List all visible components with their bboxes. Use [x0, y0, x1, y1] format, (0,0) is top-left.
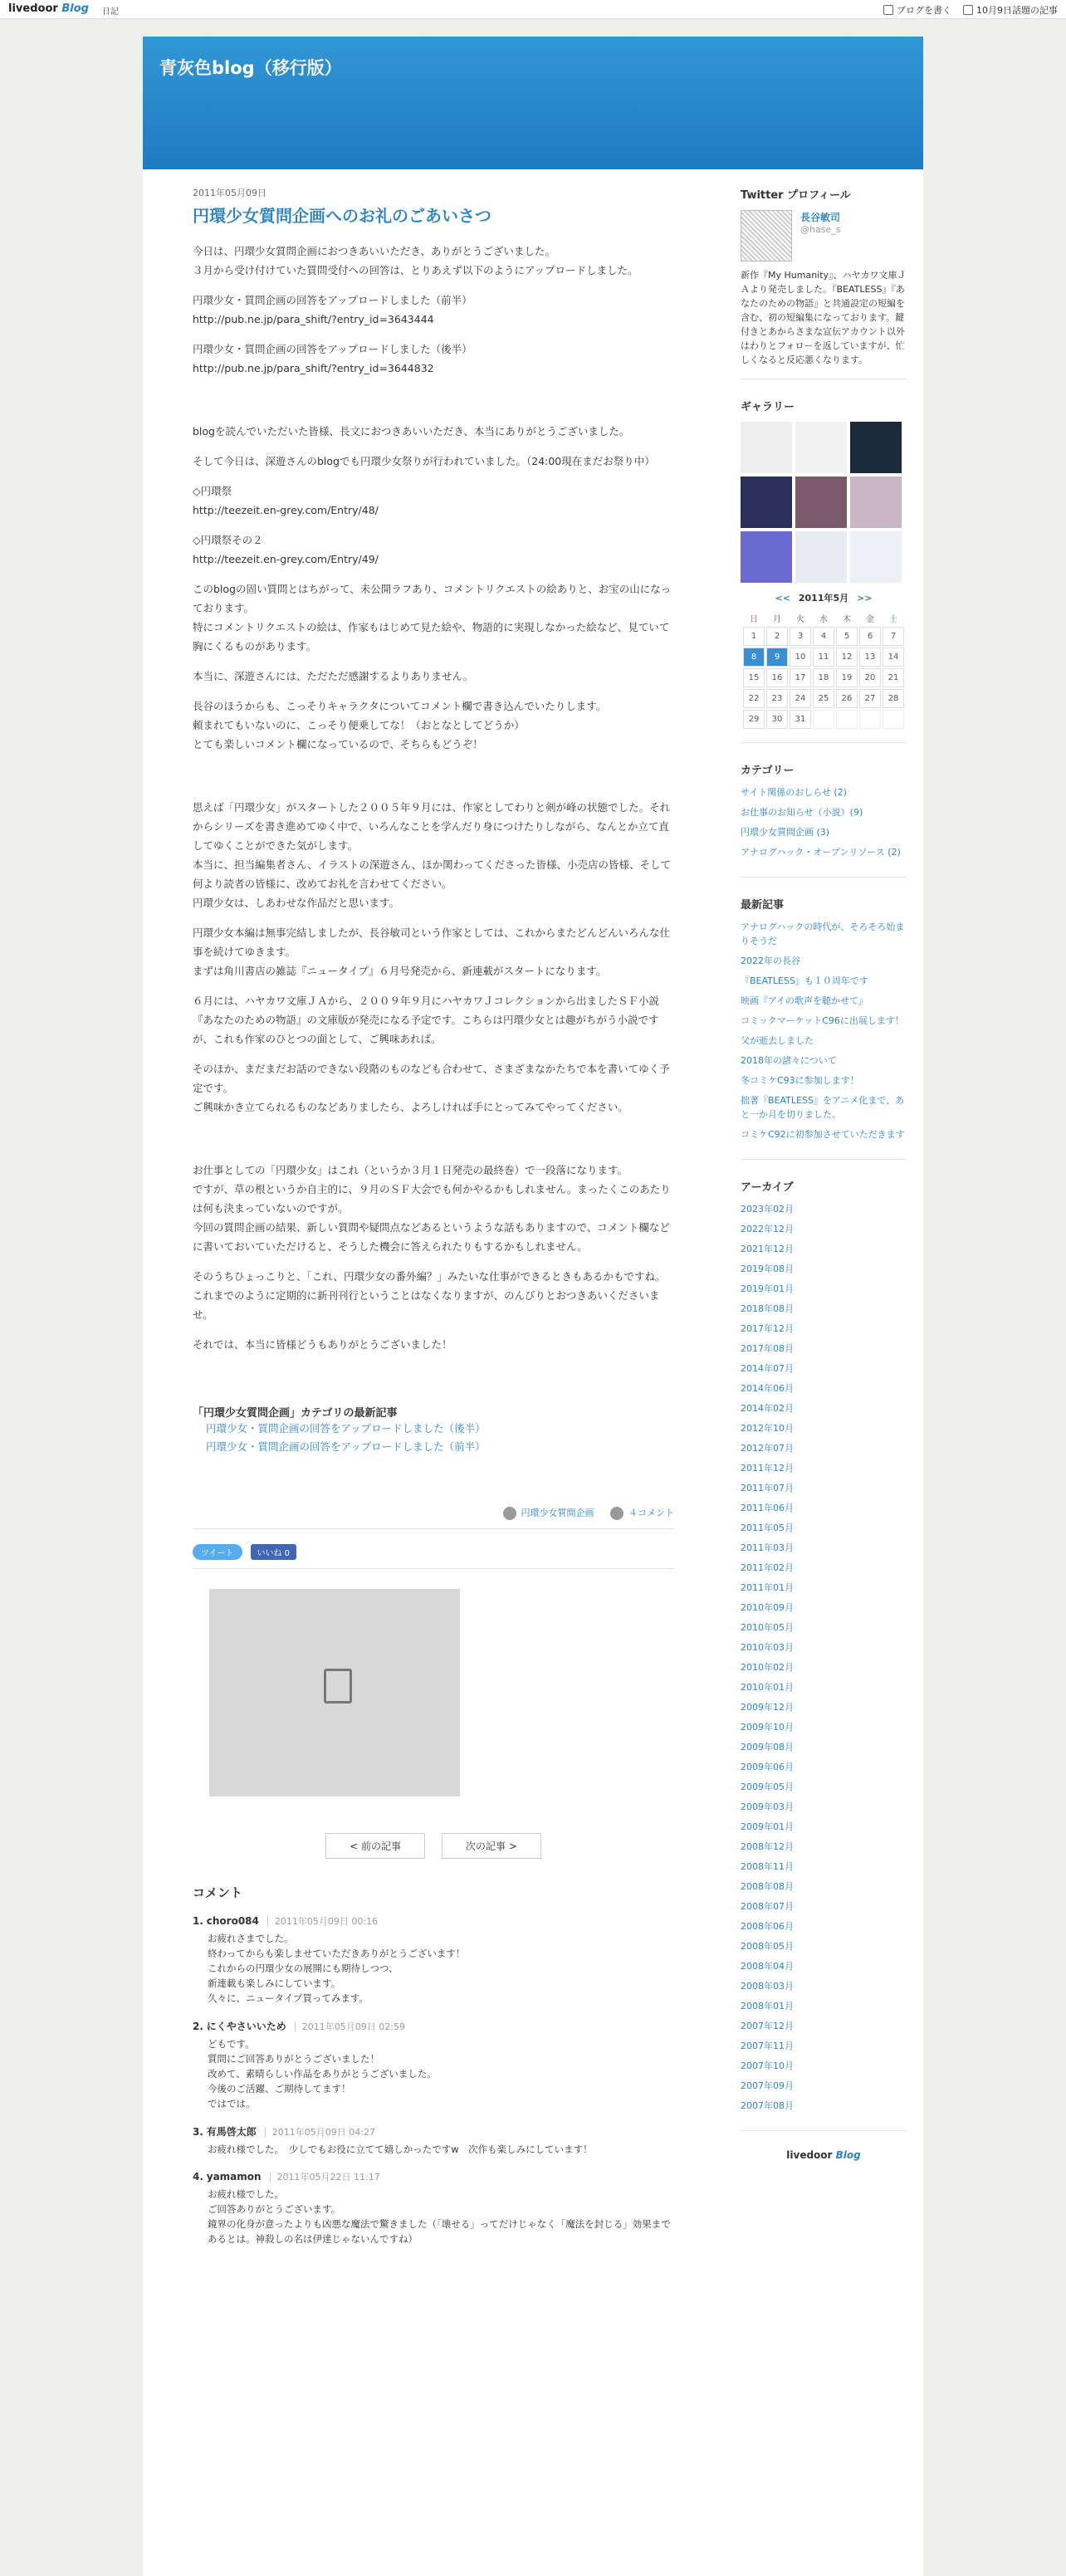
comment-count-link[interactable]: ４コメント	[610, 1508, 674, 1518]
calendar-weekday: 土	[889, 615, 897, 624]
archive-link[interactable]: 2008年04月	[741, 1961, 794, 1972]
tweet-button[interactable]: ツイート	[193, 1544, 242, 1560]
prev-entry-button[interactable]: < 前の記事	[325, 1833, 425, 1859]
calendar-day: 13	[859, 648, 881, 667]
diary-link[interactable]: 日記	[102, 7, 119, 17]
calendar-day: 3	[790, 627, 811, 646]
archive-link[interactable]: 2023年02月	[741, 1204, 794, 1215]
gallery-heading: ギャラリー	[741, 401, 795, 413]
categories	[741, 761, 907, 877]
archive-link[interactable]: 2011年03月	[741, 1542, 794, 1553]
archive-link[interactable]: 2008年08月	[741, 1881, 794, 1892]
recent-entry-link[interactable]: 『BEATLESS』も１０周年です	[741, 975, 868, 986]
category-link[interactable]: 円環少女質問企画	[503, 1508, 594, 1518]
like-button[interactable]: いいね 0	[251, 1544, 297, 1560]
archives	[741, 1178, 907, 2131]
calendar-day: 27	[859, 689, 881, 708]
gallery-thumb[interactable]	[850, 422, 902, 473]
calendar-icon	[963, 5, 973, 15]
twitter-description: 新作『My Humanity』、ハヤカワ文庫ＪＡより発売しました。『BEATLESS』『あなたのための物語』と共通設定の短編を含む、初の短編集になっております。鍵付きとあからさまな宣伝アカウント以外はわりとフォローを返していますが、忙しくなると反応悪くなります。	[741, 270, 907, 365]
archive-link[interactable]: 2021年12月	[741, 1244, 794, 1254]
twitter-heading: Twitter プロフィール	[741, 189, 851, 202]
archive-link[interactable]: 2014年06月	[741, 1383, 794, 1394]
calendar-day	[813, 710, 834, 729]
calendar-day: 18	[813, 668, 834, 687]
comment-author: choro084	[206, 1915, 259, 1927]
archive-link[interactable]: 2008年07月	[741, 1901, 794, 1912]
recent-entry-link[interactable]: コミックマーケットC96に出展します！	[741, 1015, 904, 1026]
category-link[interactable]: 円環少女質問企画 (3)	[741, 827, 830, 838]
archive-link[interactable]: 2009年06月	[741, 1762, 794, 1772]
entry-paragraph: 円環少女・質問企画の回答をアップロードしました（前半） http://pub.ne.jp/para_shift/?entry_id=3643444	[193, 294, 472, 325]
twitter-name[interactable]: 長谷敏司	[800, 212, 841, 223]
archive-heading: アーカイブ	[741, 1181, 794, 1194]
entry-paragraph: そして今日は、深遊さんのblogでも円環少女祭りが行われていました。（24:00現在まだお祭り中）	[193, 455, 655, 467]
archive-link[interactable]: 2022年12月	[741, 1224, 794, 1234]
entry-paragraph: 円環少女・質問企画の回答をアップロードしました（後半） http://pub.ne.jp/para_shift/?entry_id=3644832	[193, 343, 472, 374]
calendar-day: 6	[859, 627, 881, 646]
gallery-thumb[interactable]	[795, 477, 847, 528]
archive-link[interactable]: 2018年08月	[741, 1303, 794, 1314]
archive-link[interactable]: 2009年12月	[741, 1702, 794, 1713]
calendar-weekday: 木	[843, 615, 851, 624]
comment-author: yamamon	[206, 2171, 262, 2183]
archive-link[interactable]: 2011年06月	[741, 1503, 794, 1513]
entry-paragraph: 思えば「円環少女」がスタートした２００５年９月には、作家としてわりと剣が峰の状態でした。それからシリーズを書き進めてゆく中で、いろんなことを学んだり身につけたりしながら、なんとか立て直してゆくことができた気がします。 本当に、担当編集者さん、イラストの深遊さん、ほか関わってくださった皆様、小売店の皆様、そして何より読者の皆様に、改めてお礼を言わせてください。 円環少女は、しあわせな作品だと思います。	[193, 801, 672, 909]
calendar-day[interactable]: 8	[743, 648, 765, 667]
gallery-thumb[interactable]	[741, 422, 792, 473]
calendar-day: 16	[766, 668, 788, 687]
page-frame	[143, 37, 923, 2576]
recent-entry-link[interactable]: 映画『アイの歌声を聴かせて』	[741, 995, 868, 1006]
entry-pager	[193, 1833, 674, 1859]
calendar-next[interactable]: >>	[856, 593, 873, 604]
main-column	[193, 186, 674, 2246]
entry-paragraph: 本当に、深遊さんには、ただただ感謝するよりありません。	[193, 670, 474, 682]
livedoor-logo[interactable]: livedoor Blog	[8, 2, 89, 15]
archive-link[interactable]: 2007年08月	[741, 2100, 794, 2111]
recent-entries	[741, 896, 907, 1160]
paragraph-spacer	[193, 389, 674, 422]
comment-date: 2011年05月09日 00:16	[267, 1916, 378, 1927]
comment-date: 2011年05月22日 11:17	[270, 2172, 380, 2183]
embedded-content-placeholder	[209, 1589, 460, 1796]
archive-link[interactable]: 2007年11月	[741, 2041, 794, 2051]
archive-link[interactable]: 2009年03月	[741, 1801, 794, 1812]
entry-paragraph: 円環少女本編は無事完結しましたが、長谷敏司という作家としては、これからまたどんどんいろんな仕事を続けてゆきます。 まずは角川書店の雑誌『ニュータイプ』６月号発売から、新連載がスタートになります。	[193, 926, 671, 977]
archive-link[interactable]: 2017年12月	[741, 1323, 794, 1334]
related-link[interactable]: 円環少女・質問企画の回答をアップロードしました（前半）	[206, 1440, 486, 1453]
archive-link[interactable]: 2010年03月	[741, 1642, 794, 1653]
calendar-day	[836, 710, 858, 729]
comment-list	[193, 1914, 674, 2246]
comment-body: お疲れさまでした。 終わってからも楽しませていただきありがとうございます！ これからの円環少女の展開にも期待しつつ、 新連載も楽しみにしています。 久々に、ニュータイプ買ってみます。	[208, 1933, 466, 2004]
calendar-weekday: 金	[866, 615, 874, 624]
calendar-weekday: 日	[750, 615, 758, 624]
calendar-day: 12	[836, 648, 858, 667]
calendar-day: 5	[836, 627, 858, 646]
sidebar	[741, 186, 907, 2161]
folder-icon	[503, 1507, 516, 1520]
calendar-day: 30	[766, 710, 788, 729]
top-bar	[0, 0, 1066, 19]
archive-link[interactable]: 2010年09月	[741, 1602, 794, 1613]
next-entry-button[interactable]: 次の記事 >	[442, 1833, 541, 1859]
livedoor-footer-logo[interactable]: livedoor Blog	[786, 2149, 861, 2161]
related-link[interactable]: 円環少女・質問企画の回答をアップロードしました（後半）	[206, 1422, 486, 1435]
comment-body: お疲れ様でした。 少しでもお役に立てて嬉しかったですw 次作も楽しみにしています！	[208, 2143, 593, 2155]
gallery-thumb[interactable]	[850, 477, 902, 528]
calendar-prev[interactable]: <<	[775, 593, 791, 604]
category-link[interactable]: サイト関係のおしらせ (2)	[741, 787, 847, 798]
blog-header	[143, 37, 923, 169]
broken-document-icon	[324, 1669, 352, 1703]
comment-date: 2011年05月09日 04:27	[265, 2127, 375, 2138]
calendar-weekday: 月	[773, 615, 781, 624]
calendar-title: 2011年5月	[798, 593, 849, 604]
recent-entry-link[interactable]: アナログハックの時代が、そろそろ始まりそうだ	[741, 921, 905, 946]
archive-link[interactable]: 2008年03月	[741, 1981, 794, 1992]
recent-entry-link[interactable]: 冬コミケC93に参加します！	[741, 1075, 859, 1086]
calendar-day: 2	[766, 627, 788, 646]
entry-paragraph: このblogの固い質問とはちがって、未公開ラフあり、コメントリクエストの絵ありと、お宝の山になっております。 特にコメントリクエストの絵は、作家もはじめて見た絵や、物語的に実現しなかった絵など、見ていて胸にくるものがあります。	[193, 583, 672, 653]
calendar-day: 21	[883, 668, 904, 687]
calendar-day: 7	[883, 627, 904, 646]
comment-number: 4.	[193, 2171, 203, 2183]
archive-link[interactable]: 2009年01月	[741, 1821, 794, 1832]
gallery-thumb[interactable]	[795, 422, 847, 473]
comments-heading: コメント	[193, 1885, 243, 1900]
comment-number: 2.	[193, 2021, 203, 2032]
comment	[193, 1914, 674, 2006]
archive-link[interactable]: 2008年12月	[741, 1841, 794, 1852]
comment-number: 3.	[193, 2126, 203, 2138]
archive-link[interactable]: 2011年01月	[741, 1582, 794, 1593]
entry-paragraph: それでは、本当に皆様どうもありがとうございました！	[193, 1338, 452, 1351]
gallery-thumb[interactable]	[741, 477, 792, 528]
comment-number: 1.	[193, 1915, 203, 1927]
archive-link[interactable]: 2009年08月	[741, 1742, 794, 1752]
comment-body: お疲れ様でした。 ご回答ありがとうございます。 鏡界の化身が意ったよりも凶悪な魔法で驚きました（「壊せる」ってだけじゃなく「魔法を封じる」効果まであるとは。神殺しの名は伊達じゃないんですね）	[208, 2188, 671, 2245]
archive-link[interactable]: 2011年07月	[741, 1483, 794, 1493]
calendar-day: 28	[883, 689, 904, 708]
category-link[interactable]: アナログハック・オープンリソース (2)	[741, 847, 901, 858]
archive-link[interactable]: 2011年02月	[741, 1562, 794, 1573]
entry-title[interactable]: 円環少女質問企画へのお礼のごあいさつ	[193, 206, 491, 226]
entry-body	[193, 242, 674, 1354]
archive-link[interactable]: 2011年12月	[741, 1463, 794, 1474]
entry-date: 2011年05月09日	[193, 188, 266, 198]
calendar-day: 1	[743, 627, 765, 646]
gallery-thumb[interactable]	[795, 531, 847, 583]
calendar-day: 25	[813, 689, 834, 708]
entry-paragraph: お仕事としての「円環少女」はこれ（というか３月１日発売の最終巻）で一段落になります。 ですが、草の根というか自主的に、９月のＳＦ大会でも何かやるかもしれません。まったくこのあたりは何も決まっていないのですが。 今回の質問企画の結果、新しい質問や疑問点などあるというような話もありますので、コメント欄などに書いておいていただけると、そうした機会に答えられたりもするかもしれません。	[193, 1164, 671, 1253]
archive-link[interactable]: 2010年02月	[741, 1662, 794, 1673]
calendar-day: 22	[743, 689, 765, 708]
calendar-day: 31	[790, 710, 811, 729]
calendar-day: 23	[766, 689, 788, 708]
archive-link[interactable]: 2019年08月	[741, 1264, 794, 1274]
comment-author: にくやさいいため	[206, 2021, 286, 2032]
calendar-day: 11	[813, 648, 834, 667]
comment-body: どもです。 質問にご回答ありがとうございました！ 改めて、素晴らしい作品をありがとうございました。 今後のご活躍、ご期待してます！ ではでは。	[208, 2038, 437, 2109]
calendar-day: 19	[836, 668, 858, 687]
archive-link[interactable]: 2007年12月	[741, 2021, 794, 2031]
archive-link[interactable]: 2009年10月	[741, 1722, 794, 1733]
entry-paragraph: ◇円環祭その２ http://teezeit.en-grey.com/Entry/49/	[193, 534, 379, 565]
comment-icon	[610, 1507, 623, 1520]
recent-entry-link[interactable]: コミケC92に初参加させていただきます	[741, 1129, 905, 1140]
calendar-day[interactable]: 9	[766, 648, 788, 667]
comment	[193, 2124, 674, 2157]
entry-paragraph: ◇円環祭 http://teezeit.en-grey.com/Entry/48/	[193, 485, 379, 516]
comment	[193, 2019, 674, 2111]
gallery-thumb[interactable]	[741, 531, 792, 583]
entry-footer	[193, 1506, 674, 1529]
archive-link[interactable]: 2007年10月	[741, 2060, 794, 2071]
entry-paragraph: ６月には、ハヤカワ文庫ＪＡから、２００９年９月にハヤカワＪコレクションから出ましたＳＦ小説『あなたのための物語』の文庫版が発売になる予定です。こちらは円環少女とは趣がちがう小説ですが、これも作家のひとつの面として、ご興味あれば。	[193, 995, 660, 1045]
calendar-day: 15	[743, 668, 765, 687]
calendar-day: 24	[790, 689, 811, 708]
calendar-day: 29	[743, 710, 765, 729]
recent-entry-link[interactable]: 2022年の長谷	[741, 956, 800, 966]
avatar[interactable]	[741, 210, 792, 262]
gallery-thumb[interactable]	[850, 531, 902, 583]
calendar	[741, 609, 906, 731]
calendar-day	[859, 710, 881, 729]
archive-link[interactable]: 2008年05月	[741, 1941, 794, 1952]
topic-link[interactable]: 10月9日話題の記事	[963, 3, 1058, 17]
entry-paragraph: 今日は、円環少女質問企画におつきあいいただき、ありがとうございました。 ３月から受け付けていた質問受付への回答は、とりあえず以下のようにアップロードしました。	[193, 245, 638, 276]
entry-paragraph: 長谷のほうからも、こっそりキャラクタについてコメント欄で書き込んでいたりします。 頼まれてもいないのに、こっそり便乗してな！（おとなとしてどうか） とても楽しいコメント欄になっているので、そちらもどうぞ！	[193, 700, 607, 750]
calendar-weekday: 水	[819, 615, 828, 624]
twitter-profile	[741, 186, 907, 379]
archive-link[interactable]: 2012年10月	[741, 1423, 794, 1434]
recent-entry-link[interactable]: 2018年の諸々について	[741, 1055, 837, 1066]
calendar-day: 10	[790, 648, 811, 667]
categories-heading: カテゴリー	[741, 765, 795, 777]
archive-link[interactable]: 2017年08月	[741, 1343, 794, 1354]
share-bar	[193, 1544, 674, 1569]
calendar-day: 26	[836, 689, 858, 708]
comment-date: 2011年05月09日 02:59	[295, 2021, 405, 2032]
related-list	[193, 1420, 674, 1456]
calendar-weekday: 火	[796, 615, 804, 624]
paragraph-spacer	[193, 1127, 674, 1161]
archive-link[interactable]: 2012年07月	[741, 1443, 794, 1454]
calendar-day: 4	[813, 627, 834, 646]
comment-author: 有馬啓太郎	[206, 2126, 257, 2138]
archive-link[interactable]: 2008年11月	[741, 1861, 794, 1872]
entry-paragraph: blogを読んでいただいた皆様、長文におつきあいいただき、本当にありがとうございました。	[193, 425, 630, 437]
archive-link[interactable]: 2011年05月	[741, 1523, 794, 1533]
blog-title[interactable]: 青灰色blog（移行版）	[159, 58, 342, 78]
gallery	[741, 398, 907, 743]
calendar-day: 14	[883, 648, 904, 667]
calendar-day: 20	[859, 668, 881, 687]
recent-entry-link[interactable]: 拙著『BEATLESS』をアニメ化まで、あと一か月を切りました。	[741, 1095, 905, 1120]
calendar-day	[883, 710, 904, 729]
archive-link[interactable]: 2010年05月	[741, 1622, 794, 1633]
entry-paragraph: そのほか、まだまだお話のできない段階のものなども合わせて、さまざまなかたちで本を書いてゆく予定です。 ご興味かき立てられるものなどありましたら、よろしければ手にとってみてやってください。	[193, 1063, 670, 1113]
recent-entry-link[interactable]: 父が逝去しました	[741, 1035, 814, 1046]
recent-heading: 最新記事	[741, 899, 785, 912]
calendar-day: 17	[790, 668, 811, 687]
archive-link[interactable]: 2008年01月	[741, 2001, 794, 2011]
archive-link[interactable]: 2007年09月	[741, 2080, 794, 2091]
archive-link[interactable]: 2014年07月	[741, 1363, 794, 1374]
calendar-header	[741, 591, 907, 604]
category-link[interactable]: お仕事のお知らせ（小説）(9)	[741, 807, 863, 818]
related-heading: 「円環少女質問企画」カテゴリの最新記事	[193, 1407, 398, 1420]
twitter-handle[interactable]: @hase_s	[800, 224, 841, 235]
archive-link[interactable]: 2010年01月	[741, 1682, 794, 1693]
archive-link[interactable]: 2009年05月	[741, 1782, 794, 1792]
pencil-icon	[883, 5, 893, 15]
paragraph-spacer	[193, 765, 674, 798]
archive-link[interactable]: 2019年01月	[741, 1283, 794, 1294]
entry-paragraph: そのうちひょっこりと、「これ、円環少女の番外編？」みたいな仕事ができるときもあるかもですね。 これまでのように定期的に新刊刊行ということはなくなりますが、のんびりとおつきあいくださいませ。	[193, 1270, 666, 1321]
write-blog-link[interactable]: ブログを書く	[883, 3, 951, 17]
archive-link[interactable]: 2014年02月	[741, 1403, 794, 1414]
archive-link[interactable]: 2008年06月	[741, 1921, 794, 1932]
comment	[193, 2170, 674, 2246]
